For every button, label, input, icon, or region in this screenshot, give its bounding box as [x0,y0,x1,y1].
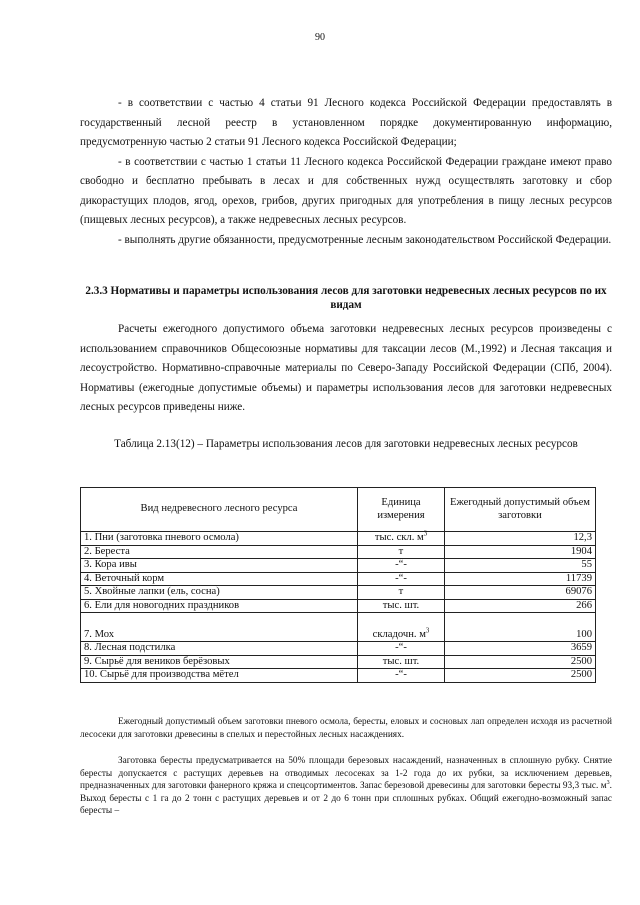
table-row [81,586,596,600]
unit-text: тыс. шт. [382,599,420,611]
unit-text: тыс. шт. [382,655,420,667]
unit-text: складочн. м [372,628,426,640]
parameters-table [80,487,596,683]
cell-resource: 2. Береста [81,545,358,559]
table-row [81,559,596,573]
paragraph: - выполнять другие обязанности, предусмотренные лесным законодательством Российской Федерации. [118,233,612,246]
cell-volume: 69076 [445,586,596,600]
cell-volume: 11739 [445,572,596,586]
cell-volume: 266 [445,599,596,613]
paragraph: Расчеты ежегодного допустимого объема заготовки недревесных лесных ресурсов произведены с использованием справочников Общесоюзные нормативы для таксации лесов (М.,1992) и Лесная таксация и лесоустройство. Нормативно-справочные материалы по Северо-Западу Российской Федерации (СПб, 2004). Нормативы (ежегодные допустимые объемы) и параметры использования лесов для заготовки недревесных лесных ресурсов приведены ниже. [80,323,612,413]
cell-volume: 2500 [445,655,596,669]
cell-volume: 100 [445,613,596,642]
cell-resource: 4. Веточный корм [81,572,358,586]
cell-unit [358,599,445,613]
table-row [81,599,596,613]
cell-resource: 5. Хвойные лапки (ель, сосна) [81,586,358,600]
cell-volume: 1904 [445,545,596,559]
table-row [81,669,596,683]
table-caption: Таблица 2.13(12) – Параметры использования лесов для заготовки недревесных лесных ресурсов [114,438,578,450]
unit-text: -“- [395,559,407,570]
cell-resource: 9. Сырьё для веников берёзовых [81,655,358,669]
unit-text: -“- [395,642,407,653]
cell-volume: 2500 [445,669,596,683]
table-row [81,545,596,559]
table-row [81,655,596,669]
cell-resource: 3. Кора ивы [81,559,358,573]
section-heading: 2.3.3 Нормативы и параметры использования лесов для заготовки недревесных лесных ресурсов по их видам [85,285,607,311]
cell-unit [358,559,445,573]
table-header-row [81,488,596,532]
unit-text: тыс. скл. м [374,532,424,543]
cell-resource: 8. Лесная подстилка [81,642,358,656]
unit-text: -“- [395,572,407,584]
cell-unit [358,613,445,642]
section-text [80,320,612,418]
cell-unit [358,655,445,669]
cell-unit [358,669,445,683]
cell-unit [358,545,445,559]
superscript: 3 [606,779,610,786]
paragraph: - в соответствии с частью 4 статьи 91 Лесного кодекса Российской Федерации предоставлять в государственный лесной реестр в установленном порядке документированную информацию, предусмотренную частью 2 статьи 91 Лесного кодекса Российской Федерации; [80,97,612,148]
cell-unit [358,572,445,586]
unit-text: -“- [395,669,407,680]
table-row [81,642,596,656]
table-row [81,613,596,642]
paragraph [80,755,612,818]
cell-resource: 10. Сырьё для производства мётел [81,669,358,683]
text-part: . Выход бересты с 1 га до 2 тонн с растущих деревьев и от 2 до 6 тонн при сплошных рубках. Общий ежегодно-возможный запас бересты – [80,781,612,816]
header-resource: Вид недревесного лесного ресурса [81,488,358,532]
cell-resource: 7. Мох [81,613,358,642]
paragraph: - в соответствии с частью 1 статьи 11 Лесного кодекса Российской Федерации граждане имеют право свободно и бесплатно пребывать в лесах и для собственных нужд осуществлять заготовку и сбор дикорастущих плодов, ягод, орехов, грибов, других пригодных для употребления в пищу лесных ресурсов (пищевых лесных ресурсов), а также недревесных лесных ресурсов. [80,155,612,226]
unit-superscript: 3 [425,626,430,634]
cell-volume: 55 [445,559,596,573]
cell-unit [358,532,445,546]
table-row [81,532,596,546]
cell-volume: 12,3 [445,532,596,546]
bark-text [80,755,612,818]
unit-text: т [398,586,404,597]
header-unit: Единица измерения [358,488,445,532]
cell-resource: 6. Ели для новогодних праздников [81,599,358,613]
table-row [81,572,596,586]
header-volume: Ежегодный допустимый объем заготовки [445,488,596,532]
cell-unit [358,586,445,600]
unit-text: т [398,545,404,557]
cell-resource: 1. Пни (заготовка пневого осмола) [81,532,358,546]
text-part: Заготовка бересты предусматривается на 50% площади березовых насаждений, назначенных в сплошную рубку. Снятие бересты допускается с растущих деревьев на отводимых лесосеках за 1-2 года до их рубки, за исключением деревьев, предназначенных для заготовки фанерного кряжа и спецсортиментов. Запас березовой древесины для заготовки бересты 93,3 тыс. м [80,756,612,791]
note-text [80,716,612,741]
cell-volume: 3659 [445,642,596,656]
unit-superscript: 3 [423,530,428,538]
paragraph: Ежегодный допустимый объем заготовки пневого осмола, бересты, еловых и сосновых лап определен исходя из расчетной лесосеки для заготовки древесины в спелых и перестойных лесных насаждениях. [80,717,612,740]
cell-unit [358,642,445,656]
intro-text [80,94,612,250]
page-number: 90 [315,32,325,43]
